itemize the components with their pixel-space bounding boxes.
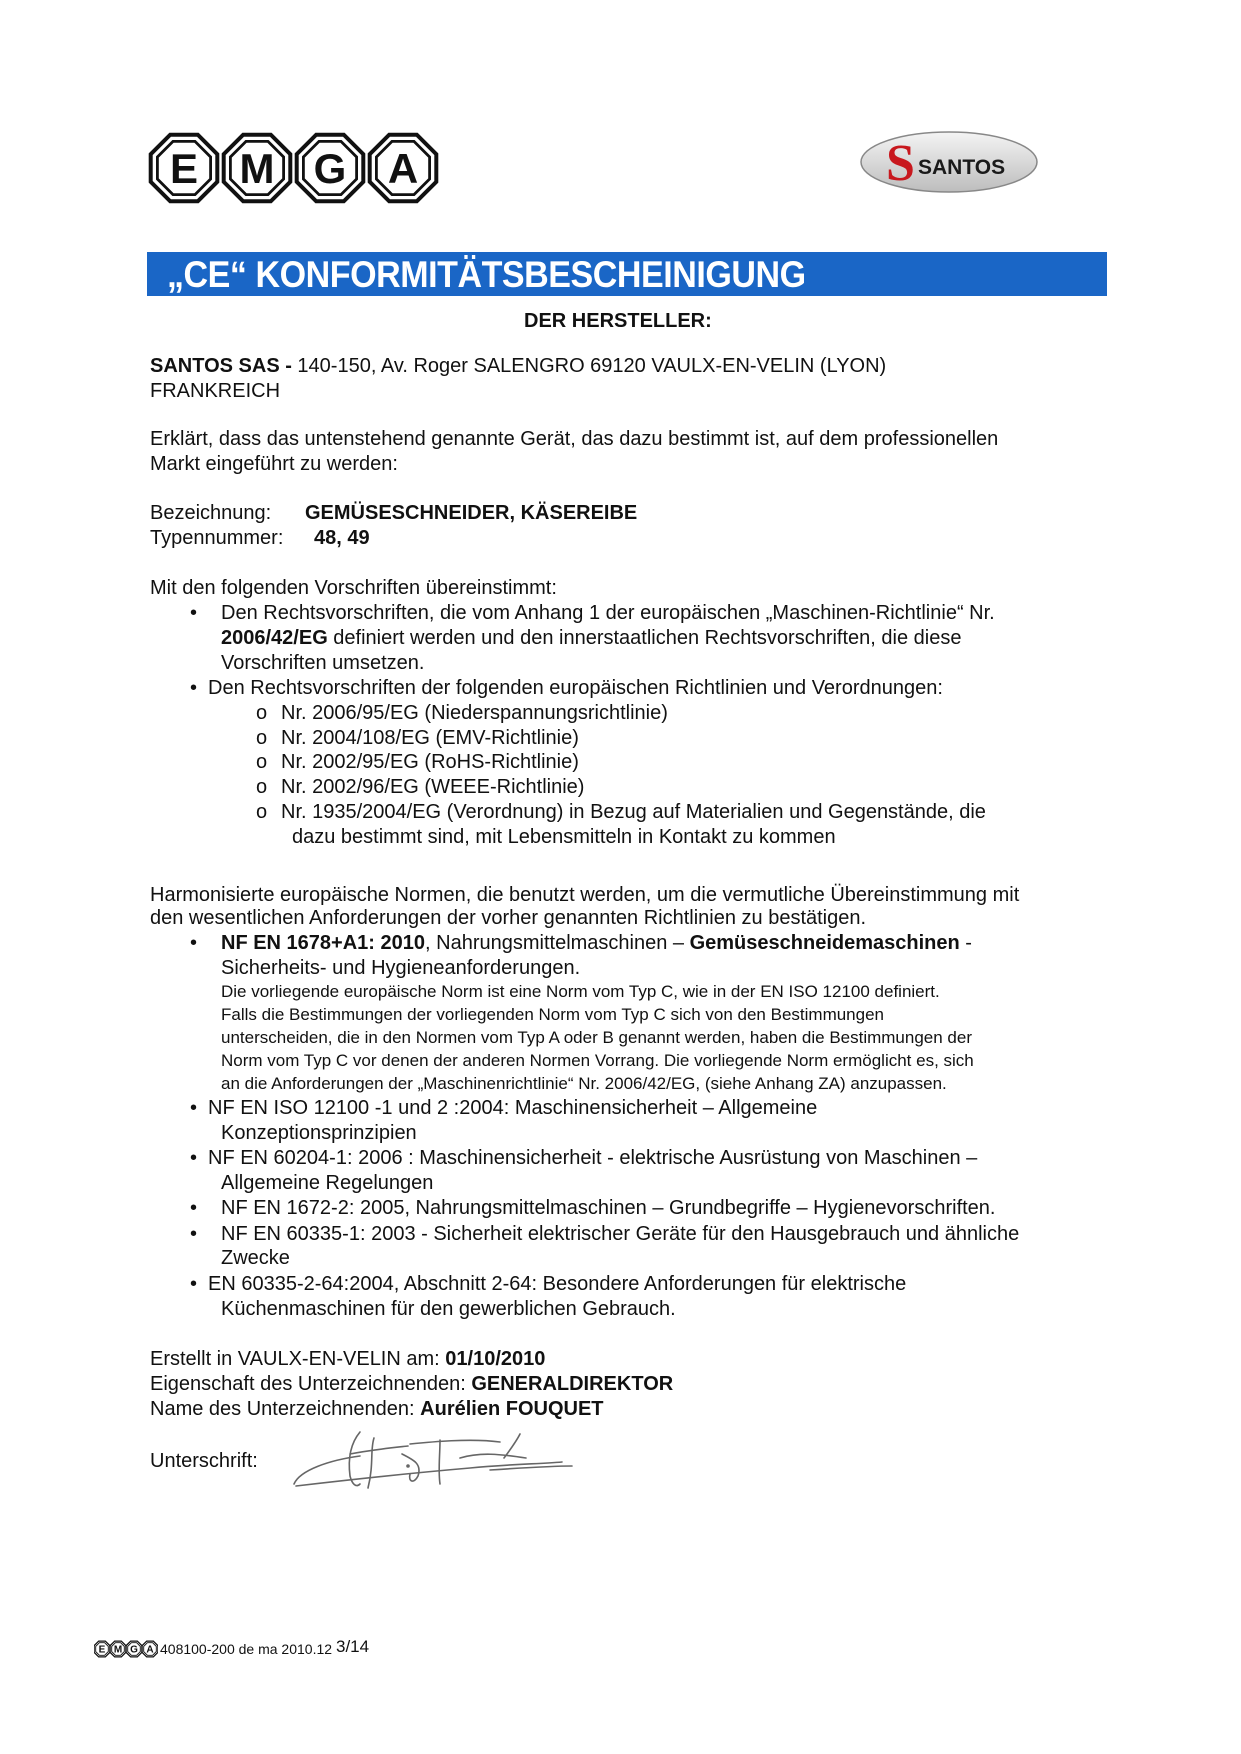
sub-regulation: Nr. 2002/96/EG (WEEE-Richtlinie) xyxy=(281,776,585,798)
manufacturer-address-line xyxy=(150,354,886,379)
sub-regulation: Nr. 2002/95/EG (RoHS-Richtlinie) xyxy=(281,751,579,773)
signing-role-value: GENERALDIREKTOR xyxy=(471,1373,674,1395)
bullet-icon: • xyxy=(190,1147,198,1169)
emga-footer-letters xyxy=(94,1641,158,1657)
signing-name-label: Name des Unterzeichnenden: xyxy=(150,1398,421,1420)
bullet-icon: • xyxy=(190,1223,198,1245)
santos-logo-initial: S xyxy=(886,135,915,192)
signing-name xyxy=(150,1397,604,1422)
standard-1-note: Norm vom Typ C vor denen der anderen Normen Vorrang. Die vorliegende Norm ermöglicht es, sich xyxy=(221,1051,974,1070)
bullet-icon: • xyxy=(190,602,198,624)
standard-1-note: an die Anforderungen der „Maschinenrichtlinie“ Nr. 2006/42/EG, (siehe Anhang ZA) anzupassen. xyxy=(221,1074,947,1093)
standard-1-note: unterscheiden, die in den Normen vom Typ A oder B genannt werden, haben die Bestimmungen der xyxy=(221,1028,972,1047)
company-country: FRANKREICH xyxy=(150,380,281,402)
title-banner xyxy=(147,252,1107,296)
circle-bullet-icon: o xyxy=(256,702,268,724)
standard-1-note: Die vorliegende europäische Norm ist eine Norm vom Typ C, wie in der EN ISO 12100 definiert. xyxy=(221,982,940,1001)
standard-5-line-2: Zwecke xyxy=(221,1247,290,1269)
standard-1-line-2: Sicherheits- und Hygieneanforderungen. xyxy=(221,957,581,979)
signing-date: 01/10/2010 xyxy=(445,1348,546,1370)
standard-6-line-2: Küchenmaschinen für den gewerblichen Gebrauch. xyxy=(221,1298,676,1320)
regulation-2: Den Rechtsvorschriften der folgenden europäischen Richtlinien und Verordnungen: xyxy=(208,677,943,699)
circle-bullet-icon: o xyxy=(256,776,268,798)
standard-1-mid: , Nahrungsmittelmaschinen – xyxy=(425,932,690,954)
sub-regulation: Nr. 2004/108/EG (EMV-Richtlinie) xyxy=(281,727,579,749)
emga-letter: M xyxy=(239,145,275,193)
regulation-1-directive: 2006/42/EG xyxy=(221,627,328,649)
company-address: 140-150, Av. Roger SALENGRO 69120 VAULX-EN-VELIN (LYON) xyxy=(291,355,887,377)
page-title: „CE“ KONFORMITÄTSBESCHEINIGUNG xyxy=(167,254,806,295)
regulation-1-line-1: Den Rechtsvorschriften, die vom Anhang 1 der europäischen „Maschinen-Richtlinie“ Nr. xyxy=(221,602,995,624)
standard-1-subject: Gemüseschneidemaschinen xyxy=(689,932,960,954)
emga-logo-letters xyxy=(151,135,437,202)
device-name-label: Bezeichnung: xyxy=(150,502,272,524)
emga-letter: E xyxy=(98,1644,106,1656)
standards-intro-line-2: den wesentlichen Anforderungen der vorher genannten Richtlinien zu bestätigen. xyxy=(150,907,867,929)
emga-letter: G xyxy=(130,1644,138,1656)
emga-letter: E xyxy=(169,145,199,193)
standards-intro-line-1: Harmonisierte europäische Normen, die benutzt werden, um die vermutliche Übereinstimmung mit xyxy=(150,884,1020,906)
declaration-line-1: Erklärt, dass das untenstehend genannte Gerät, das dazu bestimmt ist, auf dem professionellen xyxy=(150,428,999,450)
device-type-value: 48, 49 xyxy=(314,527,370,549)
regulations-intro: Mit den folgenden Vorschriften übereinstimmt: xyxy=(150,577,557,599)
standard-1-line-1 xyxy=(221,931,972,956)
standard-2-line-2: Konzeptionsprinzipien xyxy=(221,1122,417,1144)
standard-1-end: - xyxy=(959,932,972,954)
manufacturer-heading: DER HERSTELLER: xyxy=(524,310,712,332)
standard-3-line-1: NF EN 60204-1: 2006 : Maschinensicherheit - elektrische Ausrüstung von Maschinen – xyxy=(208,1147,978,1169)
bullet-icon: • xyxy=(190,677,198,699)
bullet-icon: • xyxy=(190,1273,198,1295)
santos-logo xyxy=(856,124,1042,196)
standard-4: NF EN 1672-2: 2005, Nahrungsmittelmaschinen – Grundbegriffe – Hygienevorschriften. xyxy=(221,1197,996,1219)
company-name: SANTOS SAS - xyxy=(150,355,292,377)
regulation-1-line-2 xyxy=(221,626,961,651)
santos-logo-text: SANTOS xyxy=(918,156,1006,179)
signing-name-value: Aurélien FOUQUET xyxy=(420,1398,604,1420)
standard-6-line-1: EN 60335-2-64:2004, Abschnitt 2-64: Besondere Anforderungen für elektrische xyxy=(208,1273,907,1295)
device-type-label: Typennummer: xyxy=(150,527,284,549)
emga-letter: M xyxy=(113,1644,123,1656)
signing-role xyxy=(150,1372,673,1397)
standard-5-line-1: NF EN 60335-1: 2003 - Sicherheit elektrischer Geräte für den Hausgebrauch und ähnliche xyxy=(221,1223,1020,1245)
emga-footer-logo xyxy=(94,1640,158,1658)
standard-3-line-2: Allgemeine Regelungen xyxy=(221,1172,434,1194)
signing-place-label: Erstellt in VAULX-EN-VELIN am: xyxy=(150,1348,446,1370)
standard-1-note: Falls die Bestimmungen der vorliegenden Norm vom Typ C sich von den Bestimmungen xyxy=(221,1005,884,1024)
signing-place xyxy=(150,1347,545,1372)
circle-bullet-icon: o xyxy=(256,727,268,749)
sub-regulation: Nr. 1935/2004/EG (Verordnung) in Bezug auf Materialien und Gegenstände, die xyxy=(281,801,986,823)
bullet-icon: • xyxy=(190,1197,198,1219)
circle-bullet-icon: o xyxy=(256,801,268,823)
emga-letter: A xyxy=(146,1644,154,1656)
emga-letter: G xyxy=(313,145,347,193)
device-name-value: GEMÜSESCHNEIDER, KÄSEREIBE xyxy=(305,502,638,524)
footer-code: 408100-200 de ma 2010.12 xyxy=(160,1641,333,1657)
signature-label: Unterschrift: xyxy=(150,1450,258,1472)
signature-image xyxy=(290,1424,590,1504)
sub-regulation: Nr. 2006/95/EG (Niederspannungsrichtlinie) xyxy=(281,702,668,724)
bullet-icon: • xyxy=(190,1097,198,1119)
regulation-1-line-3: Vorschriften umsetzen. xyxy=(221,652,425,674)
regulation-1-rest: definiert werden und den innerstaatlichen Rechtsvorschriften, die diese xyxy=(327,627,962,649)
standard-2-line-1: NF EN ISO 12100 -1 und 2 :2004: Maschinensicherheit – Allgemeine xyxy=(208,1097,818,1119)
declaration-line-2: Markt eingeführt zu werden: xyxy=(150,453,398,475)
bullet-icon: • xyxy=(190,932,198,954)
sub-regulation-continued: dazu bestimmt sind, mit Lebensmitteln in Kontakt zu kommen xyxy=(292,826,836,848)
emga-letter: A xyxy=(387,145,419,193)
circle-bullet-icon: o xyxy=(256,751,268,773)
signing-role-label: Eigenschaft des Unterzeichnenden: xyxy=(150,1373,472,1395)
standard-1-code: NF EN 1678+A1: 2010 xyxy=(221,932,426,954)
footer-page-number: 3/14 xyxy=(336,1637,370,1656)
emga-logo xyxy=(148,131,440,205)
